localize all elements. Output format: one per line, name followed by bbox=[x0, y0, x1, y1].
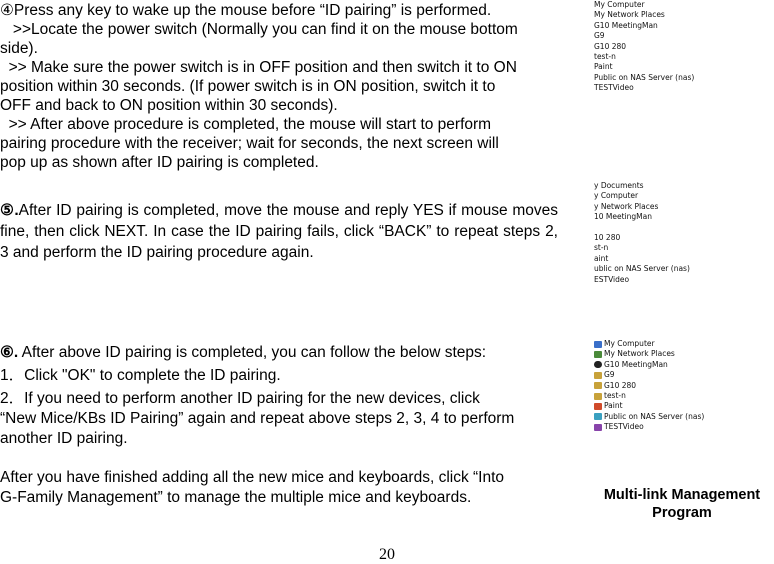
desktop-item: Public on NAS Server (nas) bbox=[604, 411, 705, 421]
desktop-item: Paint bbox=[604, 401, 623, 411]
step6-final-a: After you have finished adding all the new mice and keyboards, click “Into bbox=[0, 469, 505, 486]
step4-line: >>Locate the power switch (Normally you can find it on the mouse bottom bbox=[0, 21, 518, 38]
desktop-item: My Computer bbox=[604, 339, 655, 348]
desktop-item: test-n bbox=[594, 52, 616, 62]
desktop-item: ublic on NAS Server (nas) bbox=[594, 264, 690, 274]
step5-text: After ID pairing is completed, move the mouse and reply YES if mouse moves fine, then click NEXT. In case the ID pairing fails, click “BACK” to repeat steps 2, 3 and perform the ID pairing procedure again. bbox=[0, 202, 559, 261]
video-icon bbox=[594, 424, 602, 431]
desktop-item: 10 280 bbox=[594, 233, 621, 243]
desktop-item: y Computer bbox=[594, 191, 639, 201]
step5-paragraph bbox=[0, 200, 558, 263]
desktop-item-row bbox=[594, 381, 704, 391]
desktop-item: Paint bbox=[594, 62, 613, 72]
caption-line-1: Multi-link Management bbox=[603, 487, 761, 503]
network-folder-icon bbox=[594, 413, 602, 420]
desktop-item: 10 MeetingMan bbox=[594, 212, 652, 222]
desktop-item: TESTVideo bbox=[604, 422, 644, 432]
paint-icon bbox=[594, 403, 602, 410]
meetingman-icon bbox=[594, 361, 602, 368]
desktop-item: G10 MeetingMan bbox=[594, 20, 658, 30]
step6-section bbox=[0, 343, 560, 508]
step6-item-2b: “New Mice/KBs ID Pairing” again and repeat above steps 2, 3, 4 to perform bbox=[0, 410, 515, 427]
desktop-item: My Computer bbox=[594, 0, 645, 9]
desktop-item-row bbox=[594, 412, 704, 422]
step4-paragraph bbox=[0, 1, 560, 172]
desktop-item-row bbox=[594, 401, 704, 411]
folder-icon bbox=[594, 393, 602, 400]
desktop-item: G10 280 bbox=[594, 41, 627, 51]
desktop-item: G9 bbox=[604, 370, 615, 380]
step4-line: OFF and back to ON position within 30 seconds). bbox=[0, 97, 338, 114]
step6-final-b: G-Family Management” to manage the multiple mice and keyboards. bbox=[0, 489, 472, 506]
folder-icon bbox=[594, 372, 602, 379]
step6-item-2c: another ID pairing. bbox=[0, 430, 128, 447]
desktop-screenshot-2 bbox=[594, 181, 690, 285]
step6-marker: ⑥. bbox=[0, 344, 19, 361]
desktop-item: TESTVideo bbox=[594, 83, 634, 93]
desktop-item: st-n bbox=[594, 243, 609, 253]
desktop-item: G10 280 bbox=[604, 380, 637, 390]
desktop-item-row bbox=[594, 391, 704, 401]
step6-intro bbox=[0, 343, 560, 363]
desktop-item: test-n bbox=[604, 391, 626, 401]
desktop-item: y Documents bbox=[594, 181, 644, 190]
desktop-item-row bbox=[594, 360, 704, 370]
step4-line: >> After above procedure is completed, the mouse will start to perform bbox=[0, 116, 492, 133]
desktop-item-row bbox=[594, 339, 704, 349]
step6-item-2a: 2．If you need to perform another ID pairing for the new devices, click bbox=[0, 390, 480, 407]
network-icon bbox=[594, 351, 602, 358]
desktop-item: ESTVideo bbox=[594, 274, 630, 284]
step6-intro-text: After above ID pairing is completed, you can follow the below steps: bbox=[18, 344, 487, 361]
caption-line-2: Program bbox=[652, 505, 712, 521]
desktop-item: Public on NAS Server (nas) bbox=[594, 72, 695, 82]
desktop-item-row bbox=[594, 422, 704, 432]
desktop-item: My Network Places bbox=[594, 10, 665, 20]
page-number: 20 bbox=[379, 546, 395, 563]
desktop-item bbox=[594, 223, 690, 233]
desktop-item: My Network Places bbox=[604, 349, 675, 359]
desktop-item: G9 bbox=[594, 31, 605, 41]
desktop-item-row bbox=[594, 349, 704, 359]
step4-line: ④Press any key to wake up the mouse before “ID pairing” is performed. bbox=[0, 2, 492, 19]
step4-line: side). bbox=[0, 40, 38, 57]
desktop-screenshot-3 bbox=[594, 339, 704, 433]
figure-caption bbox=[590, 486, 774, 522]
step4-line: position within 30 seconds. (If power switch is in ON position, switch it to bbox=[0, 78, 496, 95]
desktop-item-row bbox=[594, 370, 704, 380]
step5-marker: ⑤. bbox=[0, 202, 19, 219]
desktop-item: G10 MeetingMan bbox=[604, 359, 668, 369]
step4-line: pairing procedure with the receiver; wait for seconds, the next screen will bbox=[0, 135, 499, 152]
step4-line: >> Make sure the power switch is in OFF position and then switch it to ON bbox=[0, 59, 517, 76]
folder-icon bbox=[594, 382, 602, 389]
step4-line: pop up as shown after ID pairing is completed. bbox=[0, 154, 319, 171]
desktop-item: y Network Places bbox=[594, 201, 659, 211]
desktop-screenshot-1 bbox=[594, 0, 694, 94]
desktop-item: aint bbox=[594, 253, 609, 263]
step6-item-1: 1．Click "OK" to complete the ID pairing. bbox=[0, 367, 281, 384]
computer-icon bbox=[594, 341, 602, 348]
